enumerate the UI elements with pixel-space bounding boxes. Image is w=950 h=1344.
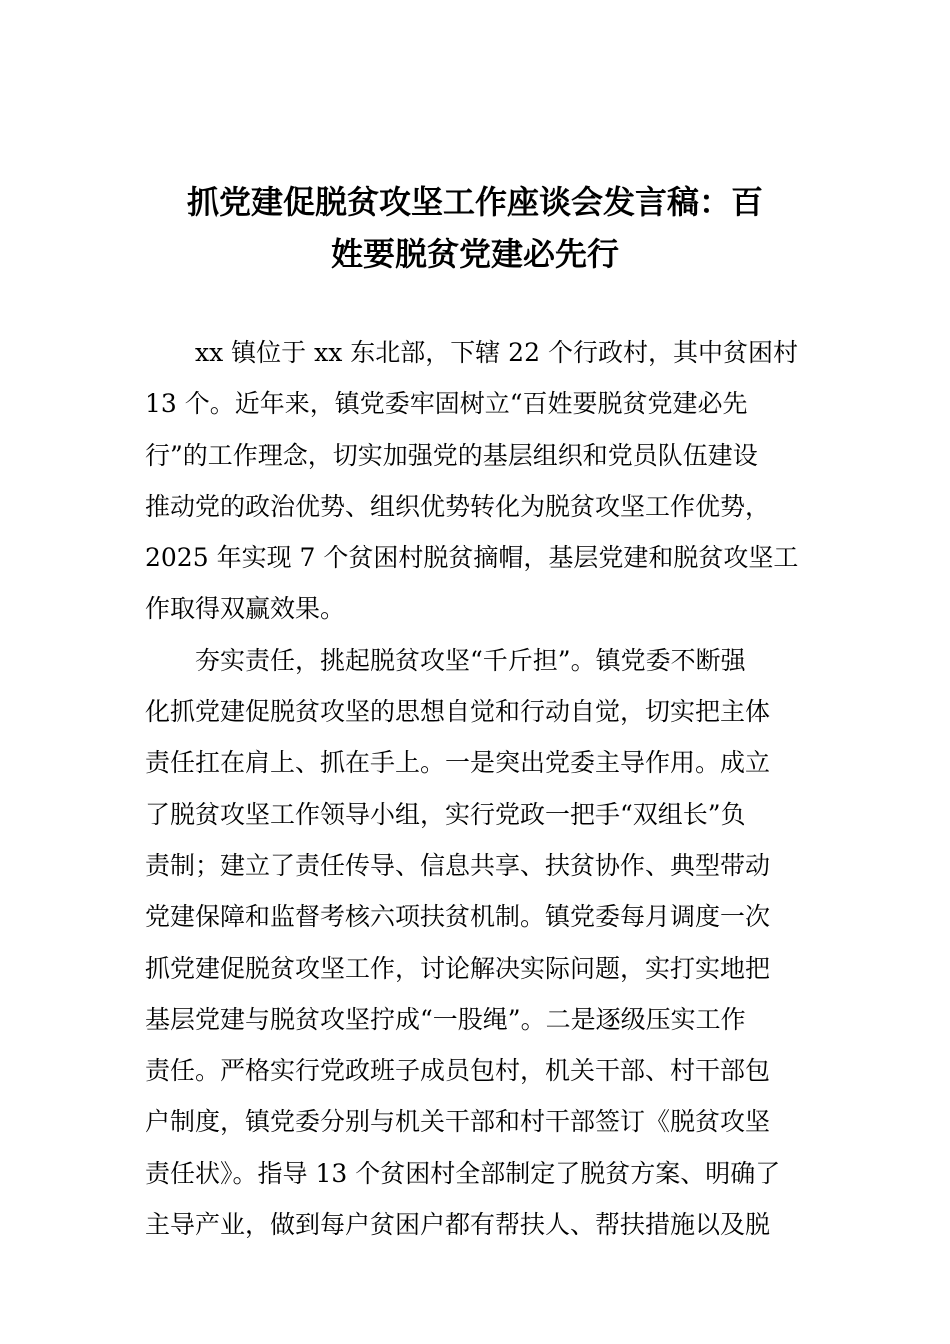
paragraph-line: 行”的工作理念，切实加强党的基层组织和党员队伍建设: [145, 440, 758, 470]
paragraph-line: 党建保障和监督考核六项扶贫机制。镇党委每月调度一次: [145, 902, 771, 932]
title-line: 姓要脱贫党建必先行: [330, 235, 619, 273]
paragraph-line: 基层党建与脱贫攻坚拧成“一股绳”。二是逐级压实工作: [145, 1004, 746, 1034]
title-line: 抓党建促脱贫攻坚工作座谈会发言稿：百: [186, 183, 763, 221]
paragraph-1: [145, 327, 805, 635]
paragraph-line: 户制度，镇党委分别与机关干部和村干部签订《脱贫攻坚: [145, 1107, 771, 1137]
document-body: [145, 327, 805, 1250]
paragraph-line: 责任。严格实行党政班子成员包村，机关干部、村干部包: [145, 1056, 771, 1086]
paragraph-line: xx 镇位于 xx 东北部，下辖 22 个行政村，其中贫困村: [195, 338, 798, 367]
paragraph-line: 主导产业，做到每户贫困户都有帮扶人、帮扶措施以及脱: [145, 1210, 771, 1240]
paragraph-line: 化抓党建促脱贫攻坚的思想自觉和行动自觉，切实把主体: [145, 697, 771, 727]
document-title: [120, 176, 830, 280]
paragraph-line: 作取得双赢效果。: [145, 594, 346, 624]
paragraph-line: 夯实责任，挑起脱贫攻坚“千斤担”。镇党委不断强: [195, 645, 746, 675]
paragraph-line: 了脱贫攻坚工作领导小组，实行党政一把手“双组长”负: [145, 799, 746, 829]
paragraph-line: 责制；建立了责任传导、信息共享、扶贫协作、典型带动: [145, 850, 771, 880]
paragraph-line: 抓党建促脱贫攻坚工作，讨论解决实际问题，实打实地把: [145, 953, 771, 983]
paragraph-line: 责任扛在肩上、抓在手上。一是突出党委主导作用。成立: [145, 748, 771, 778]
paragraph-line: 2025 年实现 7 个贫困村脱贫摘帽，基层党建和脱贫攻坚工: [145, 543, 799, 573]
paragraph-line: 推动党的政治优势、组织优势转化为脱贫攻坚工作优势，: [145, 491, 771, 521]
paragraph-2: [145, 635, 805, 1251]
paragraph-line: 责任状》。指导 13 个贫困村全部制定了脱贫方案、明确了: [145, 1158, 781, 1188]
paragraph-line: 13 个。近年来，镇党委牢固树立“百姓要脱贫党建必先: [145, 389, 748, 419]
